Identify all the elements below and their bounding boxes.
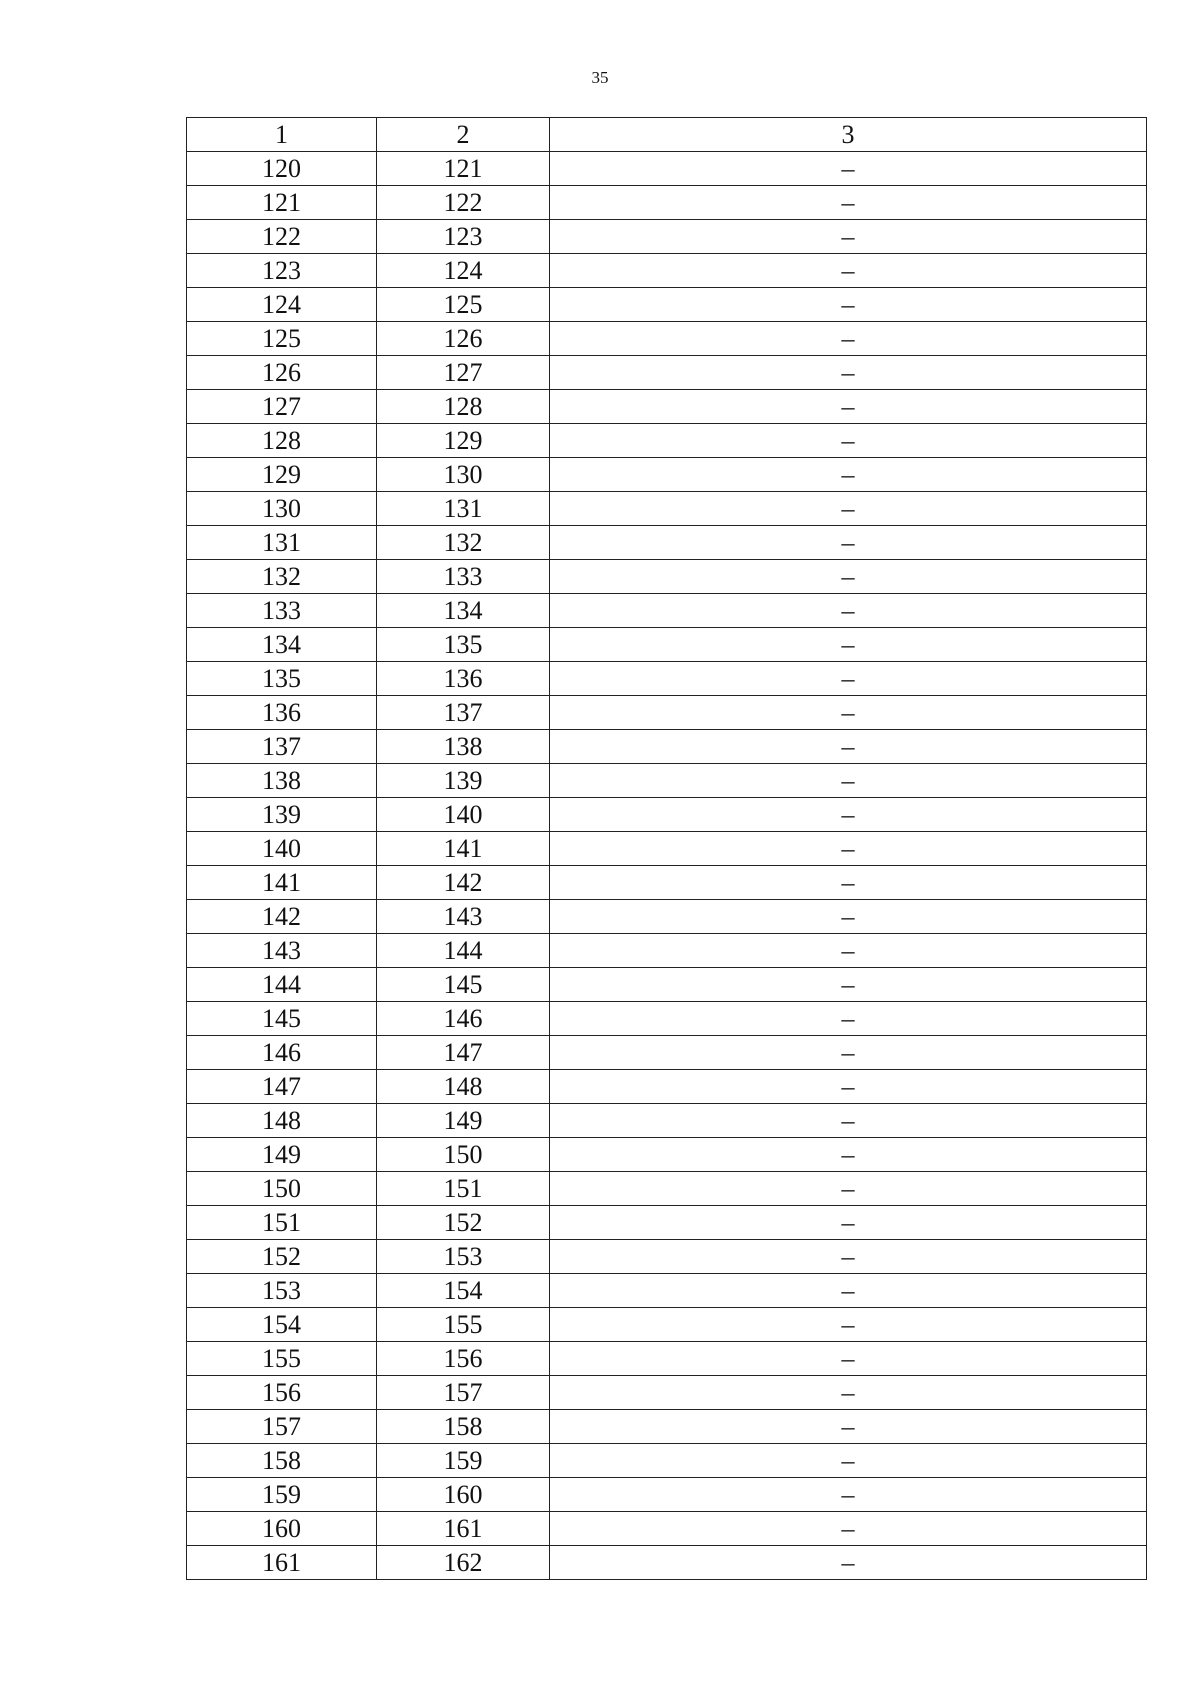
table-cell-col-1: 147 (187, 1070, 377, 1104)
table-row (187, 832, 1147, 866)
table-row (187, 1002, 1147, 1036)
table-row (187, 526, 1147, 560)
table-cell-col-1: 136 (187, 696, 377, 730)
table-row (187, 1444, 1147, 1478)
table-cell-col-2: 156 (377, 1342, 550, 1376)
table-cell-col-1: 150 (187, 1172, 377, 1206)
table-cell-col-3: – (550, 254, 1147, 288)
table-cell-col-1: 141 (187, 866, 377, 900)
table-row (187, 1308, 1147, 1342)
table-cell-col-1: 129 (187, 458, 377, 492)
table-cell-col-1: 130 (187, 492, 377, 526)
table-row (187, 968, 1147, 1002)
table-cell-col-2: 161 (377, 1512, 550, 1546)
table-row (187, 696, 1147, 730)
table-row (187, 1546, 1147, 1580)
column-header-2: 2 (377, 118, 550, 152)
table-cell-col-1: 151 (187, 1206, 377, 1240)
table-row (187, 492, 1147, 526)
column-header-3: 3 (550, 118, 1147, 152)
table-cell-col-2: 129 (377, 424, 550, 458)
table-cell-col-1: 123 (187, 254, 377, 288)
table-cell-col-2: 158 (377, 1410, 550, 1444)
table-row (187, 730, 1147, 764)
table-cell-col-3: – (550, 1138, 1147, 1172)
table-cell-col-2: 132 (377, 526, 550, 560)
table-row (187, 254, 1147, 288)
table-cell-col-2: 122 (377, 186, 550, 220)
table-cell-col-1: 131 (187, 526, 377, 560)
column-header-1: 1 (187, 118, 377, 152)
table-row (187, 390, 1147, 424)
table-row (187, 458, 1147, 492)
table-cell-col-3: – (550, 866, 1147, 900)
table-cell-col-1: 160 (187, 1512, 377, 1546)
table-cell-col-2: 123 (377, 220, 550, 254)
table-cell-col-3: – (550, 594, 1147, 628)
table-cell-col-2: 130 (377, 458, 550, 492)
table-cell-col-1: 132 (187, 560, 377, 594)
table-row (187, 220, 1147, 254)
table-cell-col-1: 159 (187, 1478, 377, 1512)
table-cell-col-3: – (550, 1478, 1147, 1512)
table-cell-col-2: 146 (377, 1002, 550, 1036)
table-cell-col-2: 151 (377, 1172, 550, 1206)
table-cell-col-3: – (550, 1342, 1147, 1376)
table-body (187, 152, 1147, 1580)
table-cell-col-3: – (550, 832, 1147, 866)
table-cell-col-3: – (550, 1240, 1147, 1274)
table-cell-col-1: 122 (187, 220, 377, 254)
table-cell-col-2: 153 (377, 1240, 550, 1274)
table-cell-col-2: 149 (377, 1104, 550, 1138)
table-cell-col-2: 157 (377, 1376, 550, 1410)
page-number: 35 (591, 68, 609, 87)
table-cell-col-3: – (550, 1070, 1147, 1104)
table-cell-col-1: 139 (187, 798, 377, 832)
table-cell-col-3: – (550, 1036, 1147, 1070)
table-row (187, 934, 1147, 968)
table-row (187, 288, 1147, 322)
table-cell-col-2: 160 (377, 1478, 550, 1512)
table-cell-col-2: 125 (377, 288, 550, 322)
table-row (187, 866, 1147, 900)
table-row (187, 424, 1147, 458)
table-cell-col-3: – (550, 628, 1147, 662)
table-cell-col-2: 135 (377, 628, 550, 662)
table-cell-col-2: 152 (377, 1206, 550, 1240)
table-row (187, 764, 1147, 798)
table-cell-col-1: 158 (187, 1444, 377, 1478)
table-cell-col-1: 135 (187, 662, 377, 696)
table-cell-col-3: – (550, 730, 1147, 764)
table-cell-col-2: 138 (377, 730, 550, 764)
table-cell-col-1: 138 (187, 764, 377, 798)
table-header (187, 118, 1147, 152)
table-cell-col-3: – (550, 1104, 1147, 1138)
table-cell-col-3: – (550, 1274, 1147, 1308)
table-cell-col-3: – (550, 186, 1147, 220)
table-cell-col-1: 134 (187, 628, 377, 662)
table-cell-col-3: – (550, 1172, 1147, 1206)
table-row (187, 1138, 1147, 1172)
table-cell-col-2: 134 (377, 594, 550, 628)
table-cell-col-3: – (550, 1376, 1147, 1410)
table-cell-col-2: 162 (377, 1546, 550, 1580)
table-row (187, 1342, 1147, 1376)
table-cell-col-2: 136 (377, 662, 550, 696)
table-cell-col-2: 143 (377, 900, 550, 934)
table-cell-col-3: – (550, 424, 1147, 458)
table-cell-col-1: 152 (187, 1240, 377, 1274)
table-cell-col-3: – (550, 152, 1147, 186)
table-cell-col-3: – (550, 968, 1147, 1002)
table-cell-col-1: 137 (187, 730, 377, 764)
table-cell-col-1: 128 (187, 424, 377, 458)
table-cell-col-2: 145 (377, 968, 550, 1002)
table-cell-col-3: – (550, 560, 1147, 594)
table-cell-col-1: 148 (187, 1104, 377, 1138)
table-cell-col-1: 149 (187, 1138, 377, 1172)
table-row (187, 1172, 1147, 1206)
data-table-container (186, 117, 1146, 1580)
table-cell-col-2: 133 (377, 560, 550, 594)
table-cell-col-1: 124 (187, 288, 377, 322)
table-cell-col-2: 159 (377, 1444, 550, 1478)
table-row (187, 152, 1147, 186)
table-cell-col-2: 124 (377, 254, 550, 288)
table-row (187, 1240, 1147, 1274)
table-row (187, 1478, 1147, 1512)
table-cell-col-3: – (550, 934, 1147, 968)
table-cell-col-3: – (550, 458, 1147, 492)
table-cell-col-3: – (550, 798, 1147, 832)
table-cell-col-3: – (550, 288, 1147, 322)
table-cell-col-2: 154 (377, 1274, 550, 1308)
table-cell-col-2: 126 (377, 322, 550, 356)
table-cell-col-3: – (550, 220, 1147, 254)
table-cell-col-3: – (550, 1512, 1147, 1546)
table-cell-col-3: – (550, 764, 1147, 798)
table-cell-col-1: 157 (187, 1410, 377, 1444)
table-row (187, 628, 1147, 662)
table-cell-col-1: 154 (187, 1308, 377, 1342)
table-cell-col-1: 125 (187, 322, 377, 356)
table-cell-col-1: 133 (187, 594, 377, 628)
table-row (187, 1376, 1147, 1410)
data-table (186, 117, 1147, 1580)
table-cell-col-1: 140 (187, 832, 377, 866)
table-cell-col-3: – (550, 390, 1147, 424)
table-cell-col-3: – (550, 322, 1147, 356)
table-cell-col-2: 121 (377, 152, 550, 186)
table-cell-col-2: 144 (377, 934, 550, 968)
table-cell-col-2: 127 (377, 356, 550, 390)
table-cell-col-1: 153 (187, 1274, 377, 1308)
table-cell-col-1: 127 (187, 390, 377, 424)
table-cell-col-2: 140 (377, 798, 550, 832)
table-cell-col-3: – (550, 1308, 1147, 1342)
table-cell-col-1: 120 (187, 152, 377, 186)
table-row (187, 594, 1147, 628)
table-row (187, 900, 1147, 934)
table-row (187, 1274, 1147, 1308)
table-row (187, 356, 1147, 390)
table-cell-col-2: 139 (377, 764, 550, 798)
table-row (187, 1206, 1147, 1240)
table-cell-col-3: – (550, 1444, 1147, 1478)
table-cell-col-2: 142 (377, 866, 550, 900)
table-row (187, 186, 1147, 220)
table-row (187, 662, 1147, 696)
table-cell-col-2: 148 (377, 1070, 550, 1104)
table-row (187, 1104, 1147, 1138)
table-cell-col-3: – (550, 526, 1147, 560)
table-cell-col-3: – (550, 1206, 1147, 1240)
table-cell-col-3: – (550, 356, 1147, 390)
table-row (187, 1512, 1147, 1546)
table-cell-col-3: – (550, 492, 1147, 526)
table-row (187, 1036, 1147, 1070)
table-cell-col-1: 121 (187, 186, 377, 220)
table-row (187, 1070, 1147, 1104)
table-cell-col-1: 155 (187, 1342, 377, 1376)
table-cell-col-3: – (550, 1002, 1147, 1036)
table-cell-col-1: 126 (187, 356, 377, 390)
table-cell-col-1: 156 (187, 1376, 377, 1410)
table-cell-col-3: – (550, 1546, 1147, 1580)
table-cell-col-2: 150 (377, 1138, 550, 1172)
table-cell-col-1: 161 (187, 1546, 377, 1580)
table-cell-col-2: 128 (377, 390, 550, 424)
table-row (187, 322, 1147, 356)
table-cell-col-3: – (550, 662, 1147, 696)
table-cell-col-3: – (550, 1410, 1147, 1444)
table-cell-col-3: – (550, 900, 1147, 934)
table-row (187, 1410, 1147, 1444)
table-cell-col-2: 155 (377, 1308, 550, 1342)
table-cell-col-1: 143 (187, 934, 377, 968)
table-row (187, 798, 1147, 832)
table-cell-col-2: 137 (377, 696, 550, 730)
table-cell-col-2: 147 (377, 1036, 550, 1070)
table-cell-col-1: 142 (187, 900, 377, 934)
table-cell-col-3: – (550, 696, 1147, 730)
table-cell-col-1: 146 (187, 1036, 377, 1070)
header-row (187, 118, 1147, 152)
table-cell-col-2: 131 (377, 492, 550, 526)
table-row (187, 560, 1147, 594)
table-cell-col-1: 145 (187, 1002, 377, 1036)
table-cell-col-1: 144 (187, 968, 377, 1002)
table-cell-col-2: 141 (377, 832, 550, 866)
